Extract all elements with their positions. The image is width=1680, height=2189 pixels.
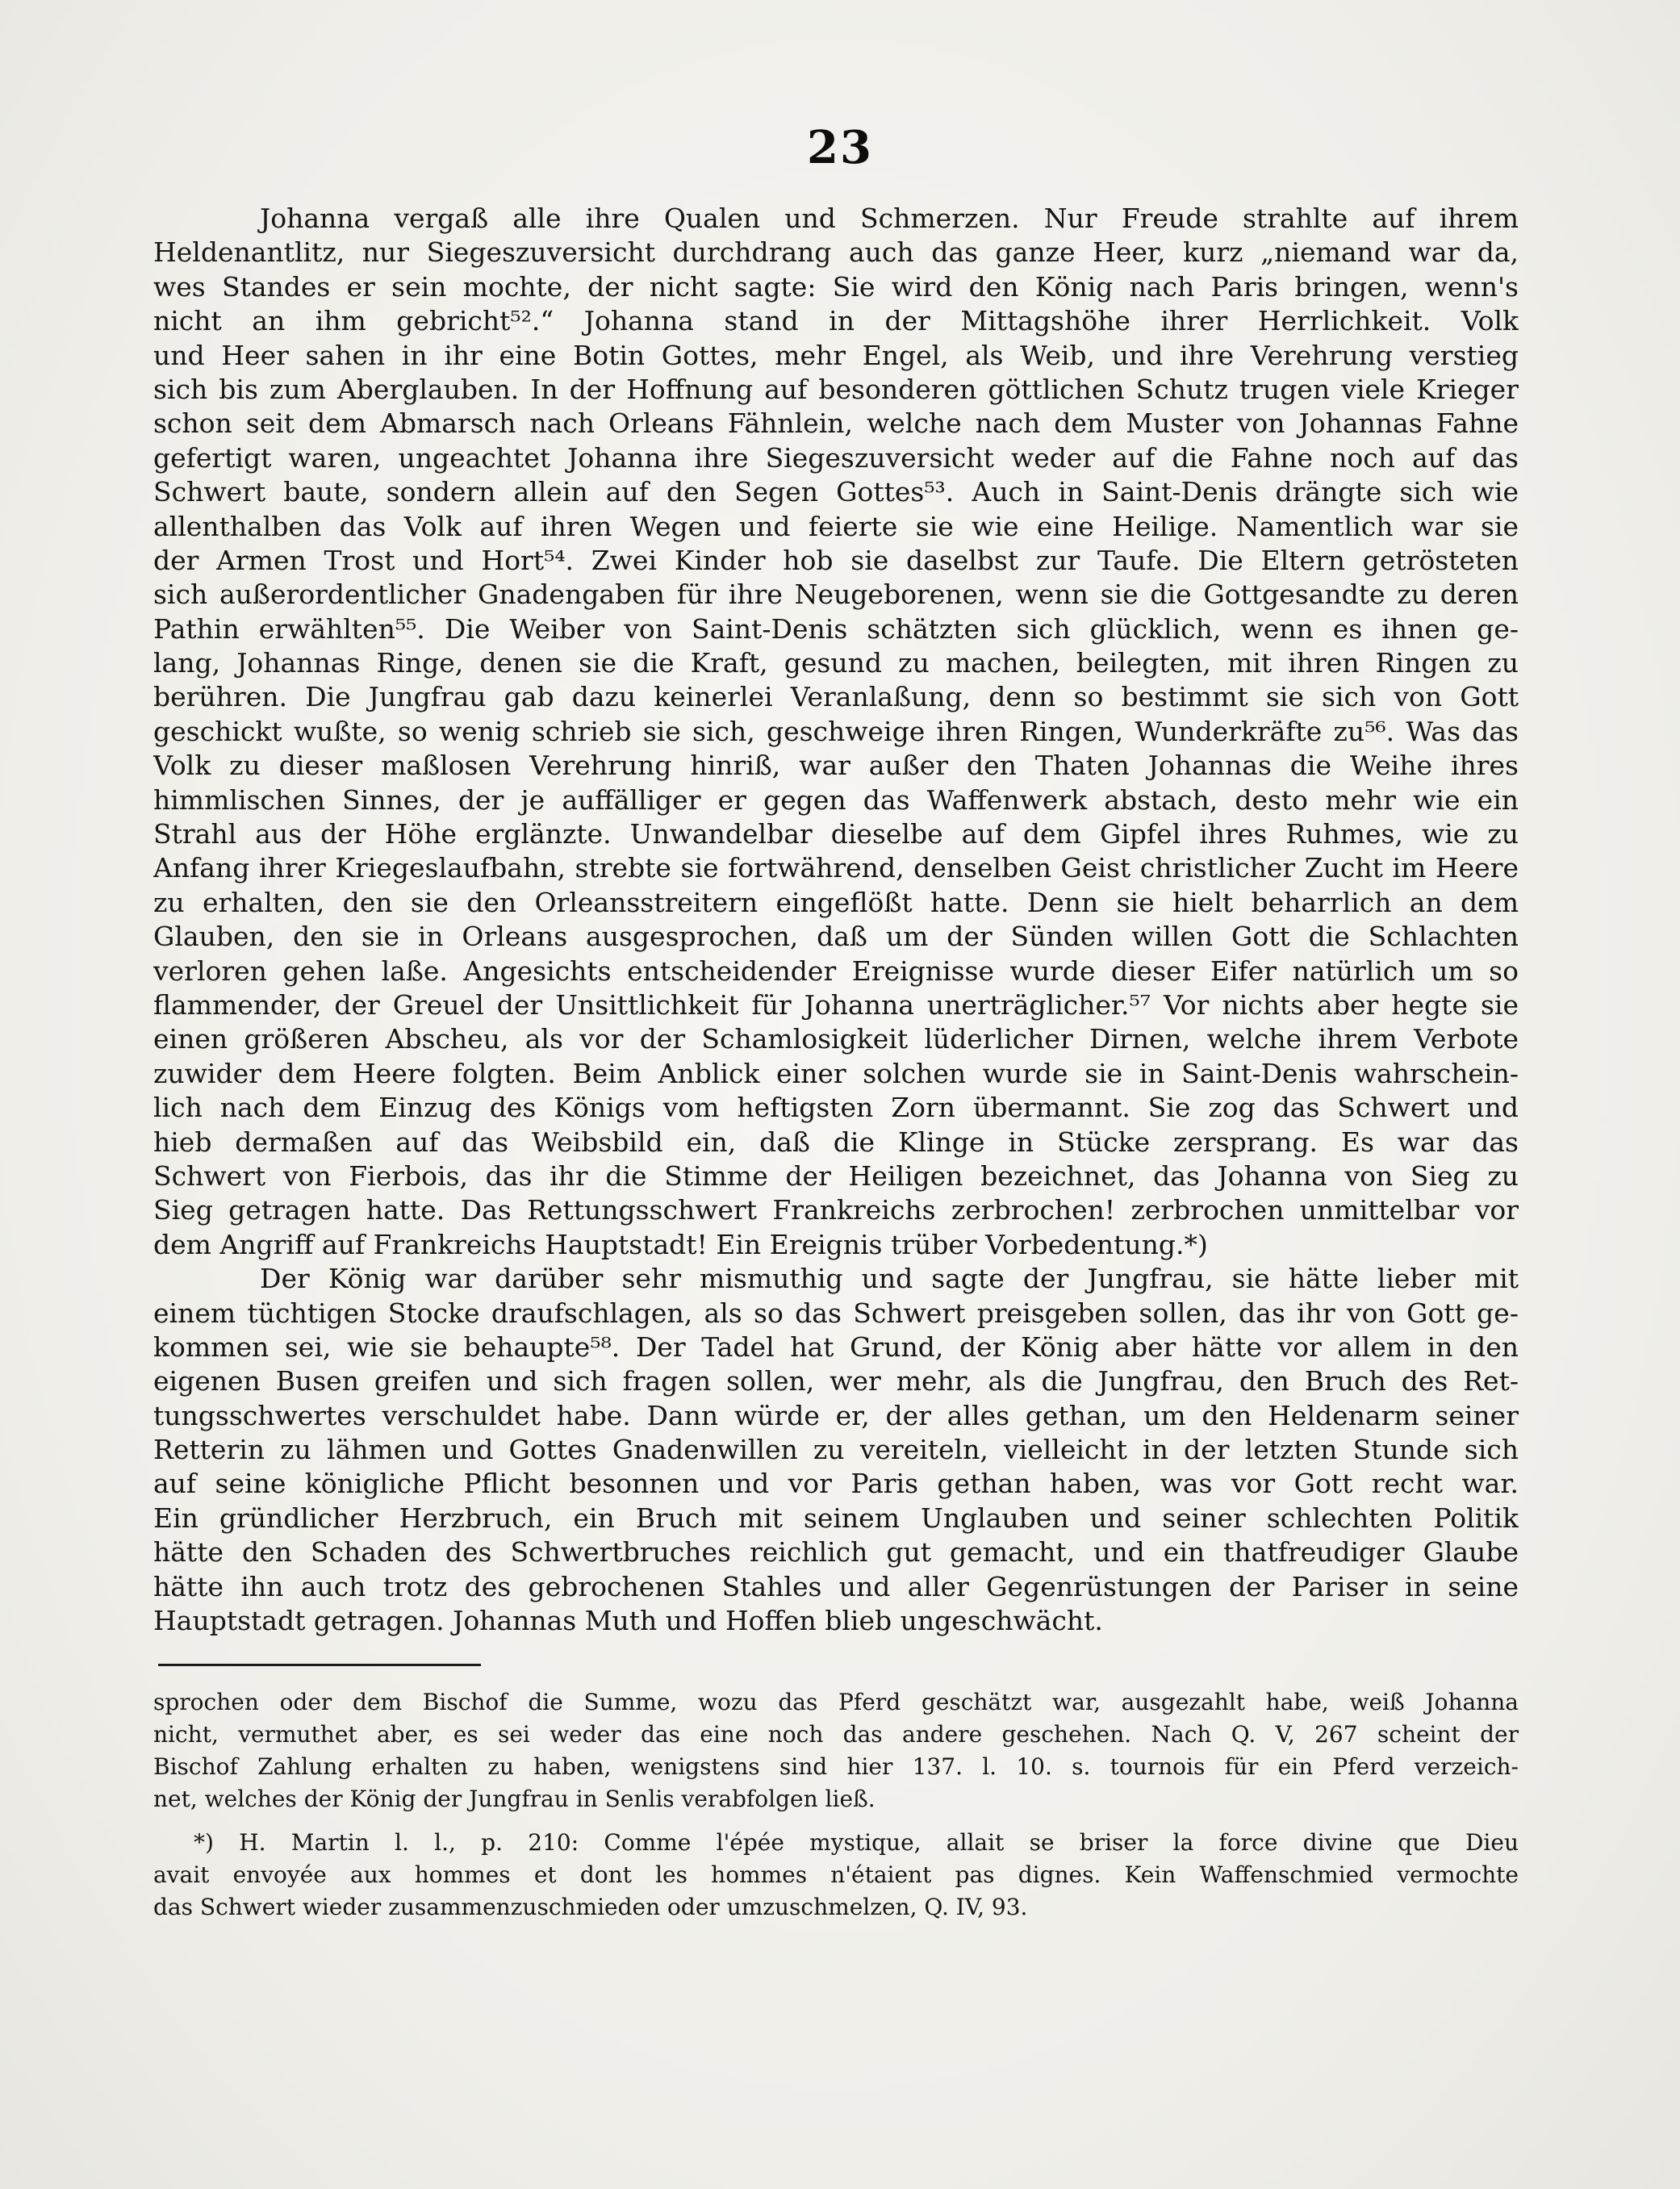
- text-line: berühren. Die Jungfrau gab dazu keinerlei Veranlaßung, denn so bestimmt sie sich von Gott: [153, 681, 1519, 713]
- text-line: Anfang ihrer Kriegeslaufbahn, strebte sie fortwährend, denselben Geist christlicher Zucht im Heere: [153, 852, 1519, 884]
- text-line: hieb dermaßen auf das Weibsbild ein, daß die Klinge in Stücke zersprang. Es war das: [153, 1126, 1519, 1158]
- text-line: gefertigt waren, ungeachtet Johanna ihre Siegeszuversicht weder auf die Fahne noch auf das: [153, 441, 1519, 474]
- text-line: dem Angriff auf Frankreichs Hauptstadt! Ein Ereignis trüber Vorbedentung.*): [153, 1228, 1208, 1260]
- text-line: flammender, der Greuel der Unsittlichkeit für Johanna unerträglicher.⁵⁷ Vor nichts aber hegte sie: [153, 988, 1519, 1021]
- text-line: wes Standes er sein mochte, der nicht sagte: Sie wird den König nach Paris bringen, wenn's: [153, 270, 1519, 303]
- text-line: einen größeren Abscheu, als vor der Schamlosigkeit lüderlicher Dirnen, welche ihrem Verbote: [153, 1023, 1519, 1055]
- text-line: der Armen Trost und Hort⁵⁴. Zwei Kinder hob sie daselbst zur Taufe. Die Eltern getrösteten: [153, 544, 1519, 576]
- text-line: schon seit dem Abmarsch nach Orleans Fähnlein, welche nach dem Muster von Johannas Fahne: [153, 407, 1519, 440]
- text-line: nicht an ihm gebricht⁵².“ Johanna stand in der Mittagshöhe ihrer Herrlichkeit. Volk: [153, 305, 1519, 337]
- text-line: sich bis zum Aberglauben. In der Hoffnung auf besonderen göttlichen Schutz trugen viele Krieger: [153, 373, 1519, 405]
- text-line: allenthalben das Volk auf ihren Wegen und feierte sie wie eine Heilige. Namentlich war sie: [153, 510, 1519, 542]
- text-line: Sieg getragen hatte. Das Rettungsschwert Frankreichs zerbrochen! zerbrochen unmittelbar vor: [153, 1194, 1519, 1226]
- text-line: und Heer sahen in ihr eine Botin Gottes, mehr Engel, als Weib, und ihre Verehrung verstieg: [153, 339, 1519, 371]
- footnote-line: *) H. Martin l. l., p. 210: Comme l'épée mystique, allait se briser la force divine que Dieu: [194, 1829, 1519, 1856]
- text-line: Heldenantlitz, nur Siegeszuversicht durchdrang auch das ganze Heer, kurz „niemand war da,: [153, 236, 1519, 269]
- text-line: Hauptstadt getragen. Johannas Muth und Hoffen blieb ungeschwächt.: [153, 1605, 1103, 1637]
- text-line: einem tüchtigen Stocke draufschlagen, als so das Schwert preisgeben sollen, das ihr von Gott ge-: [153, 1297, 1519, 1329]
- text-line: Volk zu dieser maßlosen Verehrung hinriß, war außer den Thaten Johannas die Weihe ihres: [153, 750, 1519, 782]
- text-line: Ein gründlicher Herzbruch, ein Bruch mit seinem Unglauben und seiner schlechten Politik: [153, 1502, 1519, 1534]
- text-line: Pathin erwählten⁵⁵. Die Weiber von Saint-Denis schätzten sich glücklich, wenn es ihnen ge-: [153, 612, 1519, 645]
- text-line: zuwider dem Heere folgten. Beim Anblick einer solchen wurde sie in Saint-Denis wahrschein-: [153, 1057, 1519, 1089]
- footnote-divider: [158, 1664, 481, 1666]
- text-line: Johanna vergaß alle ihre Qualen und Schmerzen. Nur Freude strahlte auf ihrem: [260, 203, 1519, 234]
- text-line: geschickt wußte, so wenig schrieb sie sich, geschweige ihren Ringen, Wunderkräfte zu⁵⁶. Was das: [153, 715, 1519, 747]
- text-line: eigenen Busen greifen und sich fragen sollen, wer mehr, als die Jungfrau, den Bruch des Ret-: [153, 1365, 1519, 1397]
- text-line: verloren gehen laße. Angesichts entscheidender Ereignisse wurde dieser Eifer natürlich um so: [153, 955, 1519, 987]
- footnote-line: das Schwert wieder zusammenzuschmieden oder umzuschmelzen, Q. IV, 93.: [153, 1894, 1028, 1920]
- text-line: Der König war darüber sehr mismuthig und sagte der Jungfrau, sie hätte lieber mit: [260, 1263, 1519, 1295]
- text-line: lang, Johannas Ringe, denen sie die Kraft, gesund zu machen, beilegten, mit ihren Ringen zu: [153, 647, 1519, 679]
- main-text-block: [153, 202, 1519, 1638]
- footnote-line: avait envoyée aux hommes et dont les hommes n'étaient pas dignes. Kein Waffenschmied vermochte: [153, 1861, 1519, 1888]
- text-line: Retterin zu lähmen und Gottes Gnadenwillen zu vereiteln, vielleicht in der letzten Stunde sich: [153, 1434, 1519, 1466]
- text-line: Schwert baute, sondern allein auf den Segen Gottes⁵³. Auch in Saint-Denis drängte sich wie: [153, 476, 1519, 508]
- page-number: 23: [807, 121, 873, 174]
- text-line: himmlischen Sinnes, der je auffälliger er gegen das Waffenwerk abstach, desto mehr wie ein: [153, 783, 1519, 816]
- text-line: Glauben, den sie in Orleans ausgesprochen, daß um der Sünden willen Gott die Schlachten: [153, 921, 1519, 953]
- text-line: hätte den Schaden des Schwertbruches reichlich gut gemacht, und ein thatfreudiger Glaube: [153, 1536, 1519, 1569]
- text-line: Strahl aus der Höhe erglänzte. Unwandelbar dieselbe auf dem Gipfel ihres Ruhmes, wie zu: [153, 818, 1519, 850]
- footnotes-block: [153, 1686, 1519, 1924]
- footnote-line: nicht, vermuthet aber, es sei weder das eine noch das andere geschehen. Nach Q. V, 267 scheint der: [153, 1721, 1519, 1748]
- text-line: kommen sei, wie sie behaupte⁵⁸. Der Tadel hat Grund, der König aber hätte vor allem in den: [153, 1331, 1519, 1363]
- text-line: hätte ihn auch trotz des gebrochenen Stahles und aller Gegenrüstungen der Pariser in seine: [153, 1570, 1519, 1602]
- text-line: tungsschwertes verschuldet habe. Dann würde er, der alles gethan, um den Heldenarm seiner: [153, 1399, 1519, 1431]
- text-line: auf seine königliche Pflicht besonnen und vor Paris gethan haben, was vor Gott recht war.: [153, 1468, 1519, 1500]
- footnote-line: sprochen oder dem Bischof die Summe, wozu das Pferd geschätzt war, ausgezahlt habe, weiß Johanna: [153, 1689, 1519, 1715]
- text-line: Schwert von Fierbois, das ihr die Stimme der Heiligen bezeichnet, das Johanna von Sieg zu: [153, 1159, 1519, 1192]
- text-line: lich nach dem Einzug des Königs vom heftigsten Zorn übermannt. Sie zog das Schwert und: [153, 1092, 1519, 1124]
- text-line: zu erhalten, den sie den Orleansstreitern eingeflößt hatte. Denn sie hielt beharrlich an dem: [153, 886, 1519, 918]
- footnote-line: Bischof Zahlung erhalten zu haben, wenigstens sind hier 137. l. 10. s. tournois für ein Pferd verzeich-: [153, 1753, 1519, 1780]
- footnote-line: net, welches der König der Jungfrau in Senlis verabfolgen ließ.: [153, 1786, 876, 1812]
- text-line: sich außerordentlicher Gnadengaben für ihre Neugeborenen, wenn sie die Gottgesandte zu deren: [153, 579, 1519, 611]
